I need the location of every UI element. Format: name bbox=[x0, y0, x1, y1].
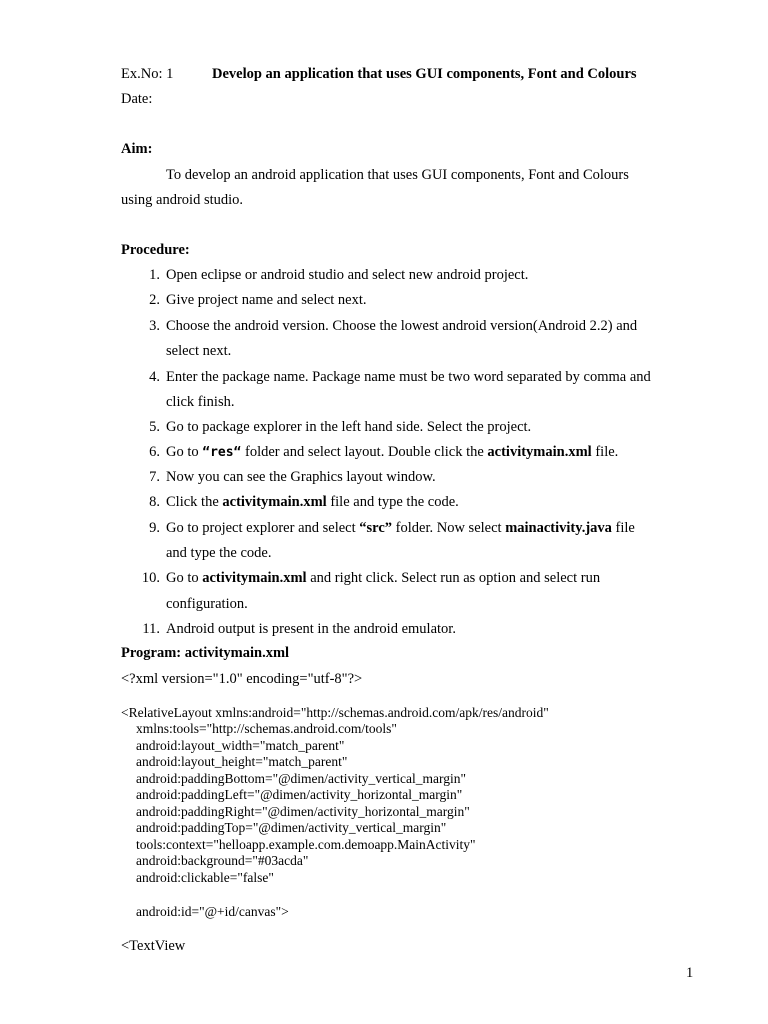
step-text: file. bbox=[591, 444, 619, 460]
step-text: Android output is present in the android emulator. bbox=[166, 621, 456, 637]
xml-declaration: <?xml version="1.0" encoding="utf-8"?> bbox=[121, 671, 363, 687]
step-text: Go to project explorer and select bbox=[166, 520, 360, 536]
step-text: Click the bbox=[166, 494, 223, 510]
step-bold-filename: activitymain.xml bbox=[487, 444, 592, 460]
textview-tag: <TextView bbox=[121, 938, 186, 954]
procedure-step bbox=[136, 419, 531, 436]
step-number: 4. bbox=[149, 369, 160, 385]
procedure-step bbox=[136, 292, 367, 309]
step-number: 11. bbox=[142, 621, 160, 637]
step-number: 1. bbox=[149, 267, 160, 283]
exercise-title: Develop an application that uses GUI components, Font and Colours bbox=[212, 66, 637, 82]
code-line: tools:context="helloapp.example.com.demoapp.MainActivity" bbox=[136, 837, 476, 852]
procedure-step bbox=[136, 570, 600, 587]
page-number: 1 bbox=[686, 965, 694, 981]
step-bold-src: “src” bbox=[359, 520, 393, 536]
code-line: android:paddingRight="@dimen/activity_horizontal_margin" bbox=[136, 804, 470, 819]
code-line: android:layout_height="match_parent" bbox=[136, 754, 348, 769]
procedure-step bbox=[136, 621, 456, 638]
step-continuation: and type the code. bbox=[166, 545, 272, 561]
step-number: 5. bbox=[149, 419, 160, 435]
procedure-step bbox=[136, 369, 651, 386]
step-bold-filename: activitymain.xml bbox=[222, 494, 327, 510]
date-label: Date: bbox=[121, 91, 153, 107]
step-text: Go to bbox=[166, 444, 203, 460]
step-text: Go to bbox=[166, 570, 203, 586]
program-heading: Program: activitymain.xml bbox=[121, 645, 290, 661]
code-line: android:clickable="false" bbox=[136, 870, 274, 885]
step-bold-res: “res“ bbox=[202, 445, 242, 460]
step-text: Now you can see the Graphics layout window. bbox=[166, 469, 436, 485]
step-number: 7. bbox=[149, 469, 160, 485]
code-line: android:paddingTop="@dimen/activity_vertical_margin" bbox=[136, 820, 447, 835]
step-number: 8. bbox=[149, 494, 160, 510]
step-text: Open eclipse or android studio and select new android project. bbox=[166, 267, 529, 283]
procedure-heading: Procedure: bbox=[121, 242, 190, 258]
aim-text-line-2: using android studio. bbox=[121, 192, 244, 208]
code-line: android:layout_width="match_parent" bbox=[136, 738, 345, 753]
step-text: Enter the package name. Package name must be two word separated by comma and bbox=[166, 369, 651, 385]
step-text: file bbox=[611, 520, 635, 536]
code-line: android:background="#03acda" bbox=[136, 853, 309, 868]
step-text: Go to package explorer in the left hand side. Select the project. bbox=[166, 419, 532, 435]
step-text: and right click. Select run as option and select run bbox=[306, 570, 601, 586]
code-line: android:paddingBottom="@dimen/activity_vertical_margin" bbox=[136, 771, 467, 786]
step-bold-filename: mainactivity.java bbox=[505, 520, 612, 536]
procedure-step bbox=[136, 469, 436, 486]
exercise-number: Ex.No: 1 bbox=[121, 66, 174, 82]
procedure-step bbox=[136, 520, 635, 537]
aim-text-line-1: To develop an android application that uses GUI components, Font and Colours bbox=[166, 167, 629, 183]
code-line: xmlns:tools="http://schemas.android.com/tools" bbox=[136, 721, 397, 736]
step-continuation: click finish. bbox=[166, 394, 235, 410]
code-line: android:id="@+id/canvas"> bbox=[136, 904, 289, 919]
code-line: android:paddingLeft="@dimen/activity_horizontal_margin" bbox=[136, 787, 463, 802]
step-number: 3. bbox=[149, 318, 160, 334]
step-text: folder and select layout. Double click the bbox=[241, 444, 488, 460]
step-text: Choose the android version. Choose the lowest android version(Android 2.2) and bbox=[166, 318, 638, 334]
code-line: <RelativeLayout xmlns:android="http://schemas.android.com/apk/res/android" bbox=[121, 705, 549, 720]
procedure-step bbox=[136, 267, 528, 284]
step-text: file and type the code. bbox=[326, 494, 459, 510]
step-number: 2. bbox=[149, 292, 160, 308]
step-text: Give project name and select next. bbox=[166, 292, 367, 308]
procedure-step bbox=[136, 318, 637, 335]
step-continuation: select next. bbox=[166, 343, 232, 359]
step-continuation: configuration. bbox=[166, 596, 248, 612]
step-bold-filename: activitymain.xml bbox=[202, 570, 307, 586]
procedure-step bbox=[136, 444, 618, 461]
step-number: 9. bbox=[149, 520, 160, 536]
step-text: folder. Now select bbox=[392, 520, 506, 536]
step-number: 6. bbox=[149, 444, 160, 460]
step-number: 10. bbox=[141, 570, 160, 586]
aim-heading: Aim: bbox=[121, 141, 153, 157]
procedure-step bbox=[136, 494, 459, 511]
